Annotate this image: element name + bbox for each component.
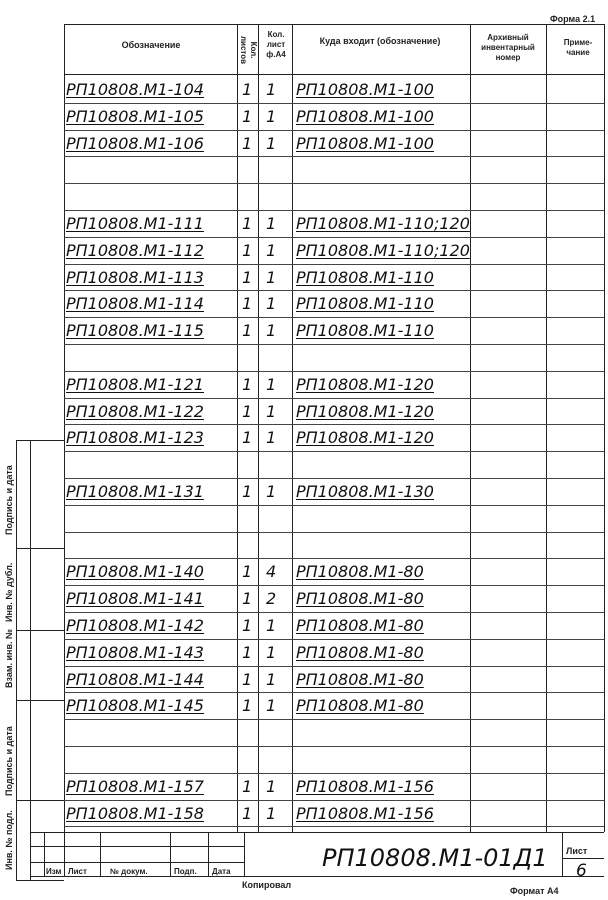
row-divider xyxy=(64,237,604,238)
row-divider xyxy=(64,746,604,747)
row-divider xyxy=(64,290,604,291)
row-divider xyxy=(64,585,604,586)
cell-sheets: 1 xyxy=(242,321,253,341)
row-divider xyxy=(64,773,604,774)
cell-where-used: РП10808.М1-100 xyxy=(296,80,434,99)
row-divider xyxy=(64,800,604,801)
stamp-row-line xyxy=(30,862,244,863)
cell-sheets-a4: 1 xyxy=(266,240,277,260)
cell-designation: РП10808.М1-104 xyxy=(66,80,204,99)
cell-where-used: РП10808.М1-156 xyxy=(296,776,434,796)
cell-sheets-a4: 1 xyxy=(266,294,277,314)
cell-where-used: РП10808.М1-120 xyxy=(296,374,434,394)
row-divider xyxy=(64,398,604,399)
cell-where-used: РП10808.М1-156 xyxy=(296,803,434,823)
cell-sheets-a4: 1 xyxy=(266,803,277,823)
cell-designation: РП10808.М1-140 xyxy=(66,562,204,582)
cell-sheets: 1 xyxy=(242,133,253,153)
header-where-used: Куда входит (обозначение) xyxy=(319,36,441,46)
side-strip-divider xyxy=(16,440,64,441)
cell-sheets-a4: 1 xyxy=(266,642,277,662)
cell-sheets: 1 xyxy=(242,642,253,662)
cell-sheets-a4: 1 xyxy=(266,482,277,501)
row-divider xyxy=(64,639,604,640)
row-divider xyxy=(64,183,604,184)
cell-sheets: 1 xyxy=(242,374,253,394)
side-strip-divider xyxy=(16,700,64,701)
cell-sheets: 1 xyxy=(242,589,253,609)
cell-designation: РП10808.М1-112 xyxy=(66,240,204,260)
row-divider xyxy=(64,103,604,104)
cell-where-used: РП10808.М1-100 xyxy=(296,133,434,153)
side-label-sign-date-1: Подпись и дата xyxy=(4,726,14,796)
cell-sheets: 1 xyxy=(242,428,253,448)
row-divider xyxy=(64,451,604,452)
cell-designation: РП10808.М1-111 xyxy=(66,214,204,233)
cell-designation: РП10808.М1-106 xyxy=(66,133,204,153)
stamp-sheet-number: 6 xyxy=(576,861,587,881)
cell-where-used: РП10808.М1-110 xyxy=(296,321,434,341)
cell-where-used: РП10808.М1-80 xyxy=(296,696,424,716)
footer-copied: Копировал xyxy=(242,880,292,890)
cell-sheets-a4: 1 xyxy=(266,80,277,99)
side-strip-divider xyxy=(16,800,64,801)
stamp-col-list: Лист xyxy=(68,867,87,876)
cell-sheets-a4: 1 xyxy=(266,214,277,233)
cell-designation: РП10808.М1-158 xyxy=(66,803,204,823)
side-label-inv-orig: Инв. № подл. xyxy=(4,810,14,870)
column-divider xyxy=(604,24,605,832)
stamp-top-border xyxy=(30,832,604,833)
stamp-row-line xyxy=(30,846,244,847)
cell-where-used: РП10808.М1-80 xyxy=(296,562,424,582)
cell-where-used: РП10808.М1-120 xyxy=(296,401,434,421)
cell-designation: РП10808.М1-141 xyxy=(66,589,204,609)
row-divider xyxy=(64,719,604,720)
side-strip-inner xyxy=(16,440,17,880)
side-strip-divider xyxy=(16,548,64,549)
row-divider xyxy=(64,826,604,827)
side-label-sign-date-2: Подпись и дата xyxy=(4,465,14,535)
cell-sheets: 1 xyxy=(242,696,253,716)
stamp-sheet-label: Лист xyxy=(566,846,588,856)
header-bottom-border xyxy=(64,74,604,75)
header-sheets-count xyxy=(238,26,258,66)
cell-sheets-a4: 1 xyxy=(266,267,277,287)
cell-where-used: РП10808.М1-120 xyxy=(296,428,434,448)
row-divider xyxy=(64,532,604,533)
header-sheets-a4: Кол. лист ф.А4 xyxy=(266,30,286,59)
cell-sheets: 1 xyxy=(242,267,253,287)
column-divider xyxy=(258,24,259,832)
cell-where-used: РП10808.М1-110 xyxy=(296,294,434,314)
stamp-col-divider xyxy=(208,832,209,876)
cell-sheets: 1 xyxy=(242,240,253,260)
stamp-col-divider xyxy=(562,832,563,876)
side-strip-divider xyxy=(16,630,64,631)
cell-designation: РП10808.М1-105 xyxy=(66,106,204,126)
cell-sheets-a4: 1 xyxy=(266,696,277,716)
row-divider xyxy=(64,156,604,157)
column-divider xyxy=(64,24,65,832)
side-strip-divider xyxy=(16,880,64,881)
cell-designation: РП10808.М1-157 xyxy=(66,776,204,796)
row-divider xyxy=(64,612,604,613)
stamp-col-divider xyxy=(44,832,45,876)
cell-sheets-a4: 4 xyxy=(266,562,277,582)
cell-where-used: РП10808.М1-110 xyxy=(296,267,434,287)
side-label-inv-dubl: Инв. № дубл. xyxy=(4,562,14,622)
row-divider xyxy=(64,505,604,506)
row-divider xyxy=(64,424,604,425)
stamp-document-code: РП10808.М1-01Д1 xyxy=(322,844,548,872)
cell-sheets-a4: 1 xyxy=(266,669,277,689)
row-divider xyxy=(64,317,604,318)
footer-format: Формат А4 xyxy=(510,886,559,896)
form-label: Форма 2.1 xyxy=(550,14,596,24)
stamp-col-izm: Изм xyxy=(46,867,62,876)
row-divider xyxy=(64,692,604,693)
side-strip-border xyxy=(30,440,31,880)
column-divider xyxy=(470,24,471,832)
cell-sheets: 1 xyxy=(242,669,253,689)
row-divider xyxy=(64,130,604,131)
cell-where-used: РП10808.М1-100 xyxy=(296,106,434,126)
header-designation: Обозначение xyxy=(121,40,181,50)
stamp-col-divider xyxy=(64,832,65,876)
stamp-col-doc: № докум. xyxy=(110,867,148,876)
cell-where-used: РП10808.М1-80 xyxy=(296,616,424,635)
column-divider xyxy=(237,24,238,832)
cell-sheets: 1 xyxy=(242,482,253,501)
cell-designation: РП10808.М1-144 xyxy=(66,669,204,689)
cell-sheets: 1 xyxy=(242,803,253,823)
header-archive-no: Архивный инвентарный номер xyxy=(481,33,535,62)
cell-sheets-a4: 1 xyxy=(266,321,277,341)
cell-sheets-a4: 2 xyxy=(266,589,277,609)
cell-where-used: РП10808.М1-130 xyxy=(296,482,434,501)
cell-where-used: РП10808.М1-80 xyxy=(296,589,424,609)
row-divider xyxy=(64,264,604,265)
cell-designation: РП10808.М1-115 xyxy=(66,321,204,341)
row-divider xyxy=(64,558,604,559)
row-divider xyxy=(64,344,604,345)
cell-where-used: РП10808.М1-80 xyxy=(296,669,424,689)
cell-sheets-a4: 1 xyxy=(266,133,277,153)
header-sheets-count-label: Кол. листов xyxy=(239,35,258,65)
cell-where-used: РП10808.М1-80 xyxy=(296,642,424,662)
cell-where-used: РП10808.М1-110;120 xyxy=(296,240,470,260)
cell-designation: РП10808.М1-145 xyxy=(66,696,204,716)
cell-designation: РП10808.М1-123 xyxy=(66,428,204,448)
row-divider xyxy=(64,666,604,667)
stamp-col-sign: Подп. xyxy=(174,867,197,876)
row-divider xyxy=(64,371,604,372)
cell-sheets-a4: 1 xyxy=(266,374,277,394)
row-divider xyxy=(64,210,604,211)
cell-sheets: 1 xyxy=(242,776,253,796)
cell-designation: РП10808.М1-131 xyxy=(66,482,204,501)
stamp-col-divider xyxy=(170,832,171,876)
cell-designation: РП10808.М1-143 xyxy=(66,642,204,662)
cell-designation: РП10808.М1-114 xyxy=(66,294,204,314)
row-divider xyxy=(64,478,604,479)
cell-sheets: 1 xyxy=(242,562,253,582)
header-note: Приме- чание xyxy=(563,38,593,57)
cell-designation: РП10808.М1-142 xyxy=(66,616,204,635)
cell-sheets: 1 xyxy=(242,616,253,635)
cell-designation: РП10808.М1-113 xyxy=(66,267,204,287)
stamp-col-date: Дата xyxy=(212,867,231,876)
side-label-vzam-inv: Взам. инв. № xyxy=(4,628,14,688)
cell-sheets-a4: 1 xyxy=(266,776,277,796)
cell-designation: РП10808.М1-122 xyxy=(66,401,204,421)
column-divider xyxy=(546,24,547,832)
stamp-col-divider xyxy=(100,832,101,876)
cell-sheets: 1 xyxy=(242,214,253,233)
cell-where-used: РП10808.М1-110;120 xyxy=(296,214,470,233)
column-divider xyxy=(292,24,293,832)
cell-designation: РП10808.М1-121 xyxy=(66,374,204,394)
cell-sheets-a4: 1 xyxy=(266,401,277,421)
stamp-sheet-divider xyxy=(562,858,604,859)
cell-sheets-a4: 1 xyxy=(266,616,277,635)
cell-sheets-a4: 1 xyxy=(266,428,277,448)
table-top-border xyxy=(64,24,604,25)
cell-sheets: 1 xyxy=(242,80,253,99)
stamp-col-divider xyxy=(244,832,245,876)
cell-sheets: 1 xyxy=(242,106,253,126)
cell-sheets: 1 xyxy=(242,294,253,314)
stamp-bottom-border xyxy=(30,876,604,877)
cell-sheets: 1 xyxy=(242,401,253,421)
cell-sheets-a4: 1 xyxy=(266,106,277,126)
